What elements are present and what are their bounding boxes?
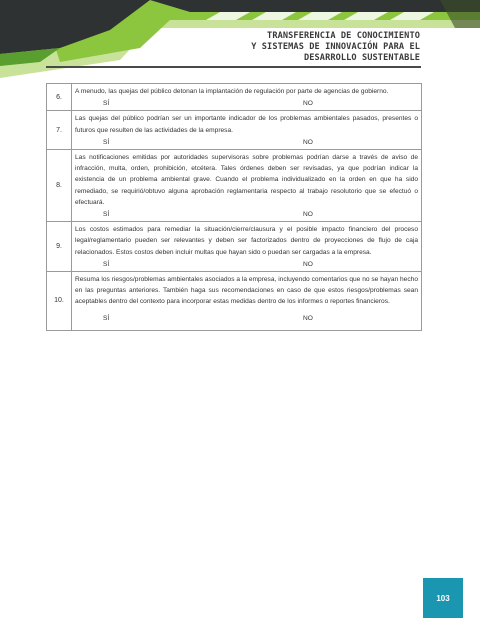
page-number: 103 xyxy=(436,593,450,603)
answer-yes[interactable]: SÍ xyxy=(103,314,110,322)
answer-yes[interactable]: SÍ xyxy=(103,100,110,108)
question-text: Los costos estimados para remediar la situación/cierre/clausura y el posible impacto financiero del proceso legal/reglamentario pueden ser relevantes y deben ser factorizados dentro de proyecciones de flujo de caja relacionados. Estos costos deben incluir multas que hayan sido o puedan ser cargadas a la empresa. xyxy=(75,226,418,256)
answer-options xyxy=(72,258,421,271)
answer-options xyxy=(72,97,421,110)
questionnaire-table xyxy=(46,83,422,331)
header-title-line-1: TRANSFERENCIA DE CONOCIMIENTO xyxy=(267,31,420,41)
answer-no[interactable]: NO xyxy=(303,260,313,268)
question-text: Las notificaciones emitidas por autoridades supervisoras sobre problemas podrían darse a través de aviso de infracción, multa, orden, prohibición, etcétera. Tales órdenes deben ser revisadas, ya que podrían indicar la existencia de un problema ambiental grave. Cuando el problema individualizado en la orden en que ha sido remediado, se requirió/obtuvo alguna aprobación reglamentaria respecto al trabajo resolutorio que se efectuó o efectuará. xyxy=(75,154,418,206)
question-cell xyxy=(72,272,422,331)
question-row-8 xyxy=(47,150,422,222)
question-text: Las quejas del público podrían ser un importante indicador de los problemas ambientales pasados, presentes o futuros que resulten de las actividades de la empresa. xyxy=(75,115,418,134)
answer-yes[interactable]: SÍ xyxy=(103,260,110,268)
page-header xyxy=(0,0,480,78)
question-cell xyxy=(72,150,422,222)
answer-yes[interactable]: SÍ xyxy=(103,211,110,219)
answer-no[interactable]: NO xyxy=(303,138,313,146)
answer-options xyxy=(72,308,421,330)
answer-options xyxy=(72,208,421,221)
question-cell xyxy=(72,111,422,150)
question-row-10 xyxy=(47,272,422,331)
header-title xyxy=(200,31,420,64)
question-row-9 xyxy=(47,222,422,272)
question-text: A menudo, las quejas del público detonan la implantación de regulación por parte de agencias de gobierno. xyxy=(75,88,389,95)
page-number-badge xyxy=(423,578,463,618)
answer-no[interactable]: NO xyxy=(303,314,313,322)
question-number: 6. xyxy=(47,84,72,111)
answer-no[interactable]: NO xyxy=(303,100,313,108)
answer-yes[interactable]: SÍ xyxy=(103,138,110,146)
question-number: 8. xyxy=(47,150,72,222)
question-number: 9. xyxy=(47,222,72,272)
question-text: Resuma los riesgos/problemas ambientales asociados a la empresa, incluyendo comentarios que no se hayan hecho en las preguntas anteriores. También haga sus recomendaciones en caso de que estos riesgos/problemas sean aceptables dentro del contexto para incorporar estas medidas dentro de los informes o reportes financieros. xyxy=(75,276,418,306)
question-row-7 xyxy=(47,111,422,150)
header-title-line-3: DESARROLLO SUSTENTABLE xyxy=(303,53,420,63)
header-title-line-2: Y SISTEMAS DE INNOVACIÓN PARA EL xyxy=(251,42,420,52)
question-number: 7. xyxy=(47,111,72,150)
question-cell xyxy=(72,222,422,272)
question-row-6 xyxy=(47,84,422,111)
header-divider xyxy=(46,66,421,68)
answer-no[interactable]: NO xyxy=(303,211,313,219)
answer-options xyxy=(72,136,421,149)
question-cell xyxy=(72,84,422,111)
question-number: 10. xyxy=(47,272,72,331)
